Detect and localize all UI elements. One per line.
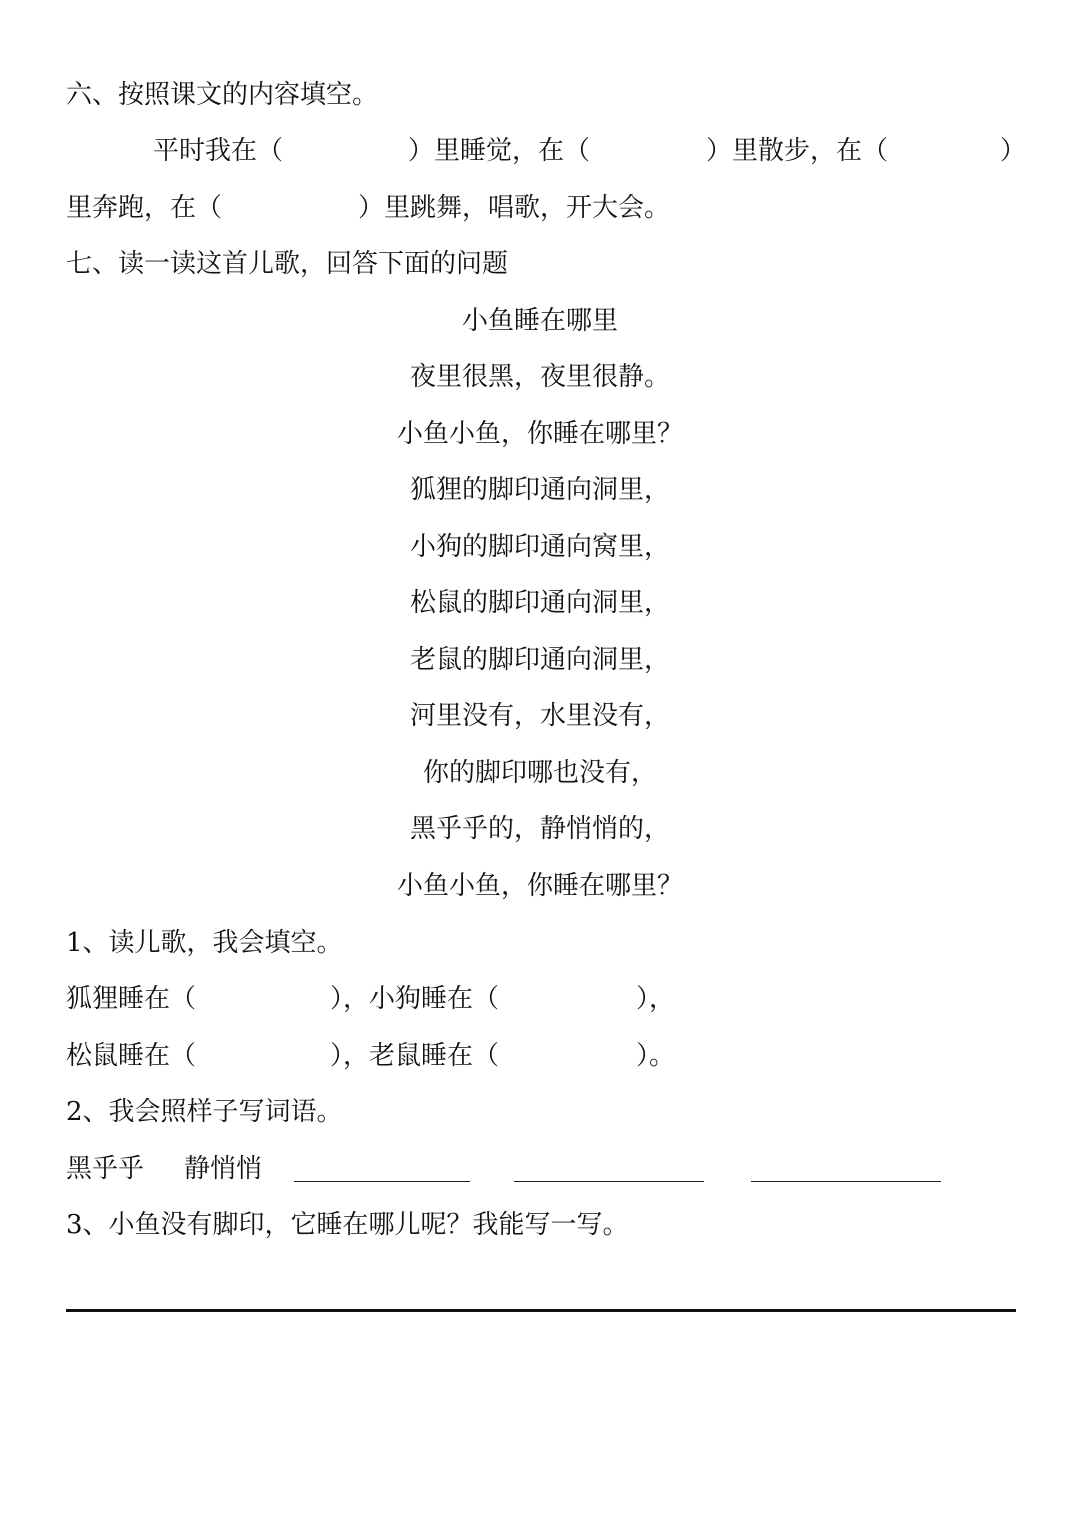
poem-title: 小鱼睡在哪里 bbox=[461, 306, 618, 336]
poem-line: 小鱼小鱼，你睡在哪里？ bbox=[396, 419, 683, 449]
q1-text: 狐狸睡在（ bbox=[66, 984, 197, 1014]
poem-line: 黑乎乎的，静悄悄的， bbox=[409, 814, 670, 844]
fill-text-1: 平时我在（ bbox=[153, 136, 284, 166]
q1-heading: 1、读儿歌，我会填空。 bbox=[66, 928, 343, 958]
poem-line: 小狗的脚印通向窝里， bbox=[409, 532, 670, 562]
q1-text: ）。 bbox=[636, 1041, 676, 1071]
q1-text: 松鼠睡在（ bbox=[66, 1041, 197, 1071]
answer-blank-2[interactable] bbox=[514, 1181, 704, 1182]
fill-text-3: ）里散步，在（ bbox=[706, 136, 889, 166]
poem-line: 松鼠的脚印通向洞里， bbox=[409, 588, 670, 618]
poem-line: 夜里很黑，夜里很静。 bbox=[409, 362, 670, 392]
q2-example-1: 黑乎乎 bbox=[66, 1154, 145, 1184]
section7-heading: 七、读一读这首儿歌，回答下面的问题 bbox=[66, 249, 509, 279]
answer-blank-3[interactable] bbox=[751, 1181, 941, 1182]
q2-heading: 2、我会照样子写词语。 bbox=[66, 1097, 343, 1127]
fill-text-2: ）里睡觉，在（ bbox=[408, 136, 591, 166]
poem-line: 河里没有，水里没有， bbox=[409, 701, 670, 731]
q2-example-2: 静悄悄 bbox=[184, 1154, 263, 1184]
poem-line: 小鱼小鱼，你睡在哪里？ bbox=[396, 871, 683, 901]
poem-line: 狐狸的脚印通向洞里， bbox=[409, 475, 670, 505]
fill-text-4: ） bbox=[1000, 136, 1027, 166]
fill-text-6: ）里跳舞，唱歌，开大会。 bbox=[358, 193, 671, 223]
q1-text: ）， bbox=[636, 984, 676, 1014]
answer-blank-1[interactable] bbox=[294, 1181, 470, 1182]
q3-heading: 3、小鱼没有脚印，它睡在哪儿呢？我能写一写。 bbox=[66, 1210, 629, 1240]
fill-text-5: 里奔跑，在（ bbox=[66, 193, 223, 223]
q1-text: ），老鼠睡在（ bbox=[330, 1041, 500, 1071]
poem-line: 老鼠的脚印通向洞里， bbox=[409, 645, 670, 675]
section6-heading: 六、按照课文的内容填空。 bbox=[66, 80, 379, 110]
poem-line: 你的脚印哪也没有， bbox=[422, 758, 657, 788]
answer-writing-line[interactable] bbox=[66, 1309, 1016, 1312]
q1-text: ），小狗睡在（ bbox=[330, 984, 500, 1014]
